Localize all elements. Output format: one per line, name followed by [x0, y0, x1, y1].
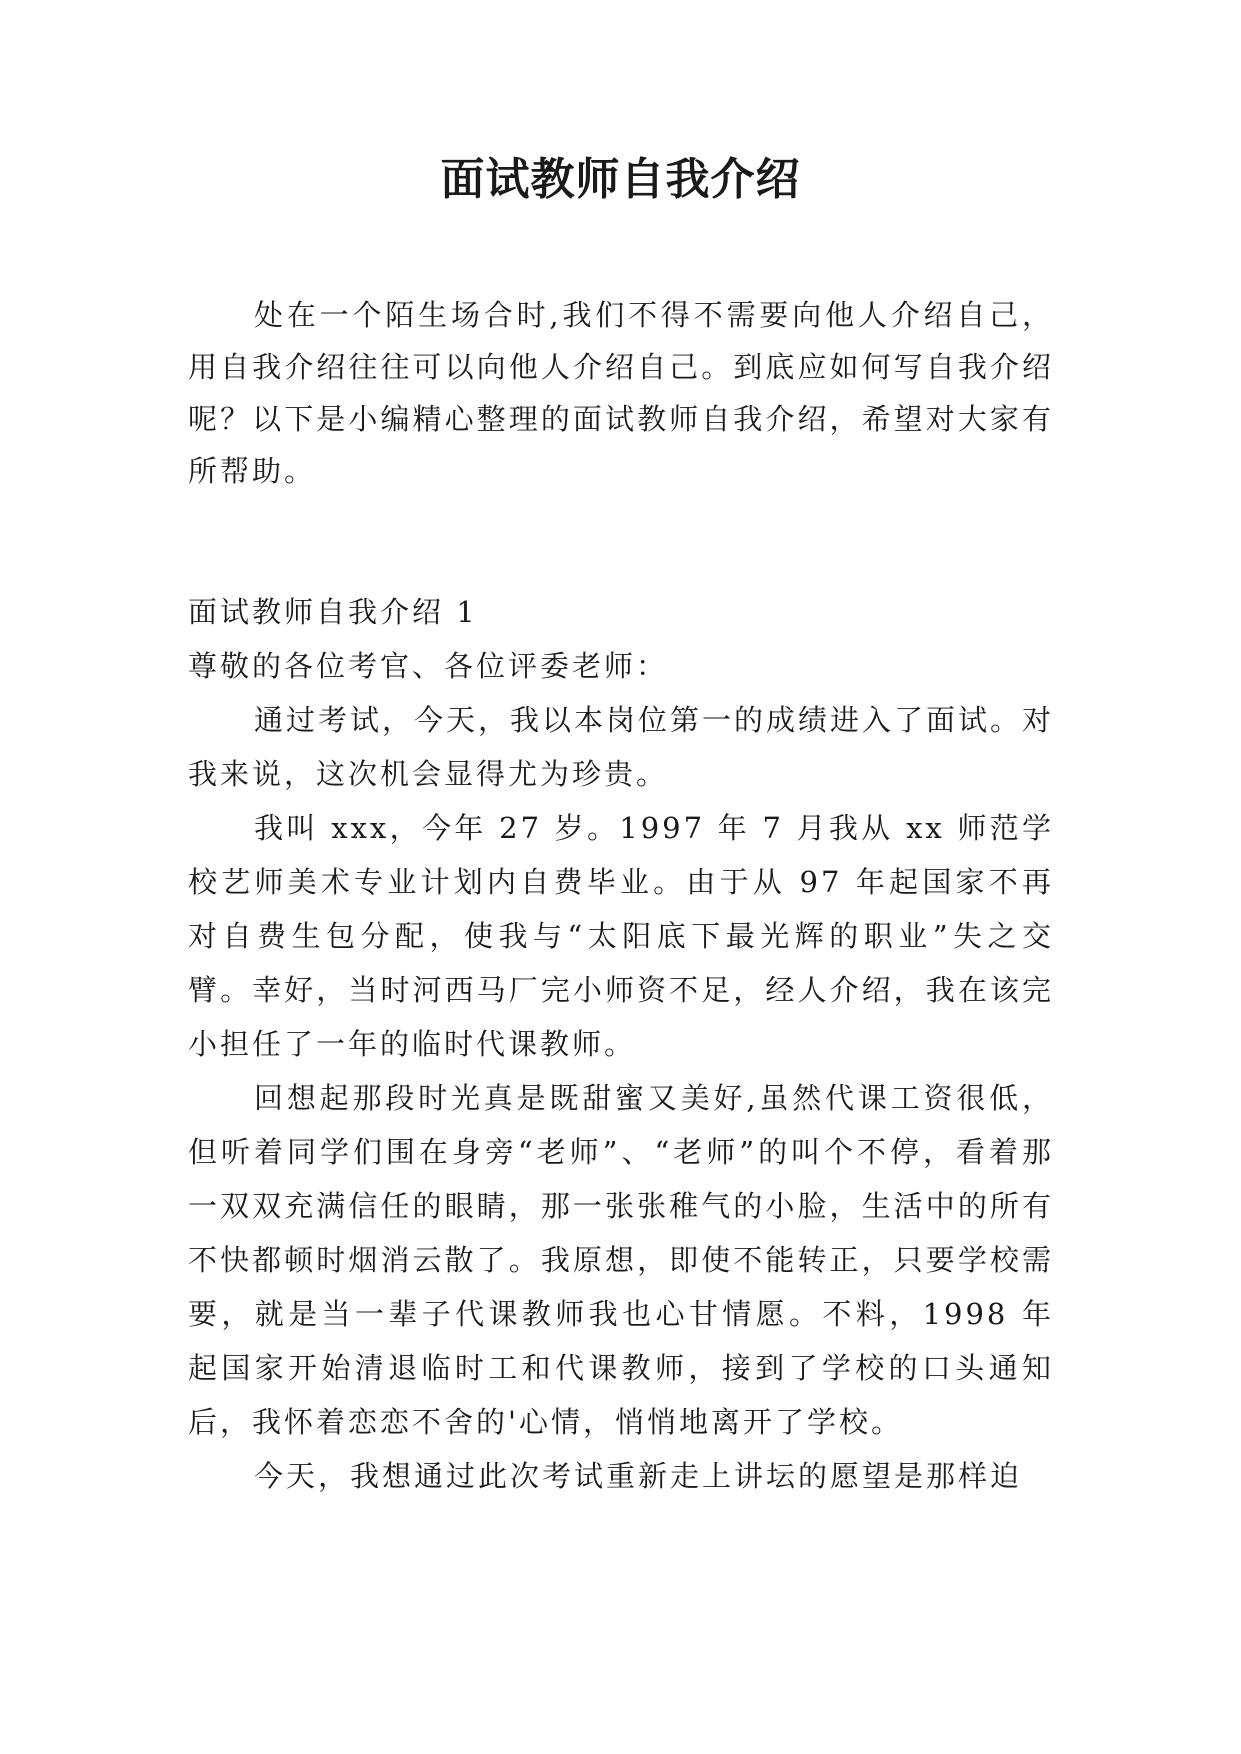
section-1 [188, 585, 1054, 1503]
intro-paragraph: 处在一个陌生场合时,我们不得不需要向他人介绍自己，用自我介绍往往可以向他人介绍自己。到底应如何写自我介绍呢？以下是小编精心整理的面试教师自我介绍，希望对大家有所帮助。 [188, 298, 1054, 488]
document-body [188, 289, 1054, 1503]
body-paragraph: 今天，我想通过此次考试重新走上讲坛的愿望是那样迫 [254, 1459, 1023, 1493]
section-heading: 面试教师自我介绍 1 [188, 595, 478, 629]
body-paragraph: 通过考试，今天，我以本岗位第一的成绩进入了面试。对我来说，这次机会显得尤为珍贵。 [188, 703, 1055, 791]
body-paragraph: 回想起那段时光真是既甜蜜又美好,虽然代课工资很低，但听着同学们围在身旁“老师”、“老师”的叫个不停，看着那一双双充满信任的眼睛，那一张张稚气的小脸，生活中的所有不快都顿时烟消云散了。我原想，即使不能转正，只要学校需要，就是当一辈子代课教师我也心甘情愿。不料，1998 年起国家开始清退临时工和代课教师，接到了学校的口头通知后，我怀着恋恋不舍的'心情，悄悄地离开了学校。 [188, 1081, 1054, 1439]
body-paragraph: 我叫 xxx，今年 27 岁。1997 年 7 月我从 xx 师范学校艺师美术专业计划内自费毕业。由于从 97 年起国家不再对自费生包分配，使我与“太阳底下最光辉的职业”失之交臂。幸好，当时河西马厂完小师资不足，经人介绍，我在该完小担任了一年的临时代课教师。 [188, 811, 1054, 1061]
section-spacer [188, 497, 1054, 585]
document-title: 面试教师自我介绍 [440, 154, 801, 205]
salutation: 尊敬的各位考官、各位评委老师： [188, 649, 669, 683]
